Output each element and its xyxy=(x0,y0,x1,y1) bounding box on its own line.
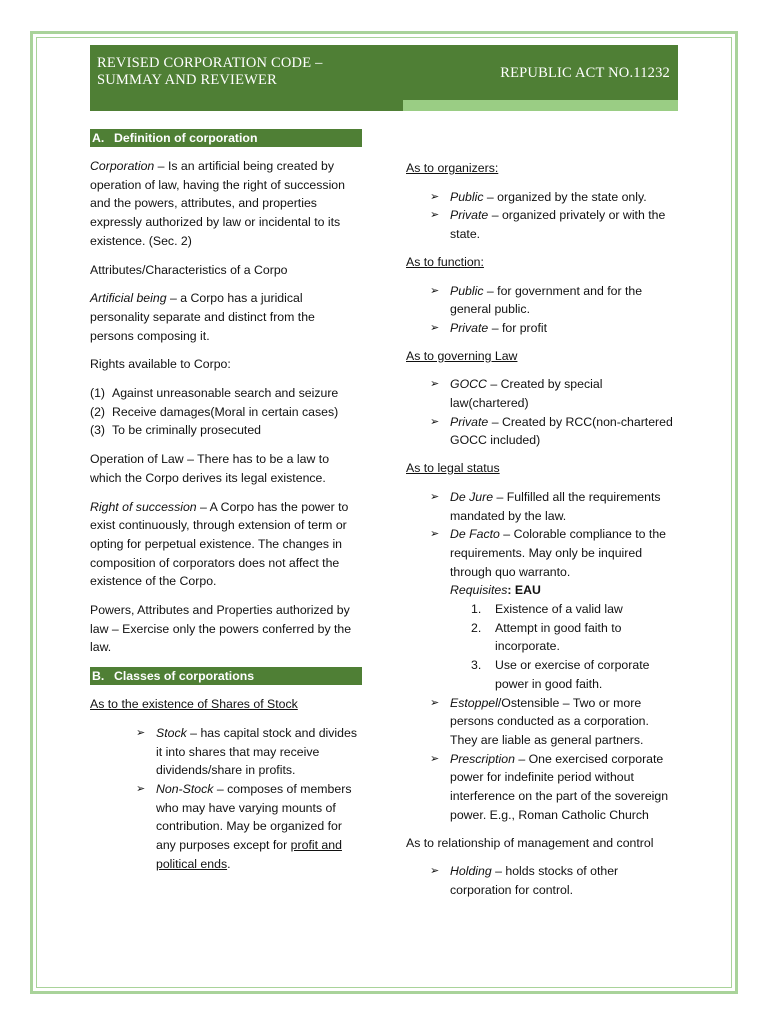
list-item xyxy=(430,862,678,899)
prescription-text: – One exercised corporate power for indefinite period without interference on the part of the sovereign power. E.g., Roman Catholic Church xyxy=(450,751,669,822)
list-item-text: Against unreasonable search and seizure xyxy=(112,386,339,401)
stock-text: – has capital stock and divides it into shares that may receive dividends/share in profits. xyxy=(156,725,357,778)
corporation-definition xyxy=(90,157,362,251)
document-title-line1: REVISED CORPORATION CODE – xyxy=(97,55,323,71)
list-item xyxy=(90,384,362,403)
estoppel-text: /Ostensible – Two or more persons conducted as a corporation. They are liable as general partners. xyxy=(450,695,649,747)
list-item xyxy=(136,780,362,874)
holding-text: – holds stocks of other corporation for control. xyxy=(450,864,619,897)
list-item-text: Existence of a valid law xyxy=(495,602,623,617)
requisites-value: : EAU xyxy=(507,583,541,598)
document-title-line2: SUMMAY AND REVIEWER xyxy=(97,72,277,88)
left-column xyxy=(90,129,362,883)
list-item-text: – Created by RCC(non-chartered GOCC included) xyxy=(450,414,673,448)
list-item xyxy=(430,694,678,750)
legal-status-list xyxy=(430,488,678,825)
arrow-bullet-icon: ➢ xyxy=(430,321,440,334)
arrow-bullet-icon: ➢ xyxy=(430,696,440,709)
list-item xyxy=(90,421,362,440)
list-item-number: 2. xyxy=(471,620,482,635)
arrow-bullet-icon: ➢ xyxy=(430,865,440,878)
estoppel-term: Estoppel xyxy=(450,695,498,710)
list-item xyxy=(430,488,678,525)
list-item xyxy=(136,724,362,780)
de-jure-text: – Fulfilled all the requirements mandated by the law. xyxy=(450,489,661,523)
header-accent-bar-light xyxy=(403,100,678,111)
right-of-succession-text: – A Corpo has the power to exist continuously, through extension of term or opting for perpetual existence. The changes in composition of corporators does not affect the existence of the Corpo. xyxy=(90,499,349,589)
section-a-title: Definition of corporation xyxy=(114,131,258,145)
arrow-bullet-icon: ➢ xyxy=(136,782,146,795)
list-item xyxy=(430,319,678,338)
rights-list xyxy=(90,384,362,440)
requisites-list xyxy=(450,600,678,694)
list-item-text: Attempt in good faith to incorporate. xyxy=(495,620,622,654)
governing-law-list xyxy=(430,375,678,450)
list-item xyxy=(430,206,678,243)
shares-of-stock-heading: As to the existence of Shares of Stock xyxy=(90,697,298,712)
list-item xyxy=(430,188,678,207)
holding-term: Holding xyxy=(450,864,492,879)
prescription-term: Prescription xyxy=(450,751,515,766)
function-heading: As to function: xyxy=(406,254,484,269)
list-item-number: 1. xyxy=(471,602,482,617)
requisites-label: Requisites xyxy=(450,583,508,598)
list-item-term: Private xyxy=(450,414,489,429)
right-of-succession-term: Right of succession xyxy=(90,499,197,514)
section-b-title: Classes of corporations xyxy=(114,669,255,684)
list-item-text: Use or exercise of corporate power in good faith. xyxy=(495,658,650,691)
rights-heading: Rights available to Corpo: xyxy=(90,357,231,372)
list-item-term: GOCC xyxy=(450,377,487,392)
arrow-bullet-icon: ➢ xyxy=(430,284,440,297)
document-title xyxy=(97,55,323,89)
organizers-list xyxy=(430,188,678,244)
artificial-being-text: – a Corpo has a juridical personality separate and distinct from the persons composing it. xyxy=(90,291,315,343)
arrow-bullet-icon: ➢ xyxy=(430,490,440,503)
list-item xyxy=(430,750,678,825)
de-jure-term: De Jure xyxy=(450,489,494,504)
list-item xyxy=(430,525,678,693)
section-b-number: B. xyxy=(92,669,105,684)
arrow-bullet-icon: ➢ xyxy=(430,415,440,428)
list-item xyxy=(430,413,678,450)
list-item xyxy=(471,600,678,619)
arrow-bullet-icon: ➢ xyxy=(136,726,146,739)
relationship-list xyxy=(430,862,678,899)
list-item-text: – organized privately or with the state. xyxy=(450,208,666,242)
list-item-number: (1) xyxy=(90,386,106,401)
arrow-bullet-icon: ➢ xyxy=(430,378,440,391)
arrow-bullet-icon: ➢ xyxy=(430,209,440,222)
arrow-bullet-icon: ➢ xyxy=(430,190,440,203)
nonstock-term: Non-Stock xyxy=(156,781,214,796)
right-of-succession-paragraph xyxy=(90,498,362,592)
list-item-number: 3. xyxy=(471,658,482,673)
stock-term: Stock xyxy=(156,725,187,740)
corporation-definition-text: – Is an artificial being created by operation of law, having the right of succession and the powers, attributes, and properties expressly authorized by law or incidental to its existence. (Sec. 2) xyxy=(90,159,345,248)
organizers-heading: As to organizers: xyxy=(406,161,499,175)
list-item-text: – Created by special law(chartered) xyxy=(450,377,603,411)
artificial-being-paragraph xyxy=(90,289,362,345)
legal-status-heading: As to legal status xyxy=(406,461,500,476)
de-facto-text: – Colorable compliance to the requirements. May only be inquired through quo warranto. xyxy=(450,527,666,579)
list-item-text: – organized by the state only. xyxy=(483,189,647,204)
header-accent-bar-dark xyxy=(90,100,403,111)
section-a-heading xyxy=(90,129,362,147)
list-item-term: Public xyxy=(450,189,484,204)
section-b-heading xyxy=(90,667,362,685)
section-a-number: A. xyxy=(92,131,105,145)
de-facto-term: De Facto xyxy=(450,527,500,542)
list-item xyxy=(90,403,362,422)
arrow-bullet-icon: ➢ xyxy=(430,752,440,765)
corporation-term: Corporation xyxy=(90,159,155,173)
document-header xyxy=(90,45,678,100)
function-list xyxy=(430,282,678,338)
list-item-term: Private xyxy=(450,208,489,223)
arrow-bullet-icon: ➢ xyxy=(430,528,440,541)
nonstock-end: . xyxy=(227,856,231,871)
list-item xyxy=(430,375,678,412)
list-item xyxy=(471,619,678,656)
republic-act-number: REPUBLIC ACT NO.11232 xyxy=(500,65,670,81)
list-item-term: Public xyxy=(450,283,484,298)
powers-paragraph: Powers, Attributes and Properties authorized by law – Exercise only the powers conferred by the law. xyxy=(90,603,352,655)
nonstock-underlined-text: profit and political ends xyxy=(156,838,342,871)
list-item-term: Private xyxy=(450,320,489,335)
list-item xyxy=(471,656,678,693)
shares-of-stock-list xyxy=(136,724,362,874)
list-item-text: – for government and for the general public. xyxy=(450,283,643,317)
list-item-text: Receive damages(Moral in certain cases) xyxy=(112,404,339,419)
list-item-text: – for profit xyxy=(488,320,548,335)
right-column xyxy=(406,159,678,909)
list-item-number: (3) xyxy=(90,423,106,438)
list-item-text: To be criminally prosecuted xyxy=(112,423,261,438)
list-item-number: (2) xyxy=(90,404,106,419)
attributes-heading: Attributes/Characteristics of a Corpo xyxy=(90,262,288,277)
governing-law-heading: As to governing Law xyxy=(406,348,518,363)
relationship-heading: As to relationship of management and control xyxy=(406,835,654,850)
nonstock-text: – composes of members who may have varying mounts of contribution. May be organized for any purposes except for xyxy=(156,781,352,853)
list-item xyxy=(430,282,678,319)
artificial-being-term: Artificial being xyxy=(90,291,167,306)
operation-of-law-paragraph: Operation of Law – There has to be a law to which the Corpo derives its legal existence. xyxy=(90,452,330,485)
